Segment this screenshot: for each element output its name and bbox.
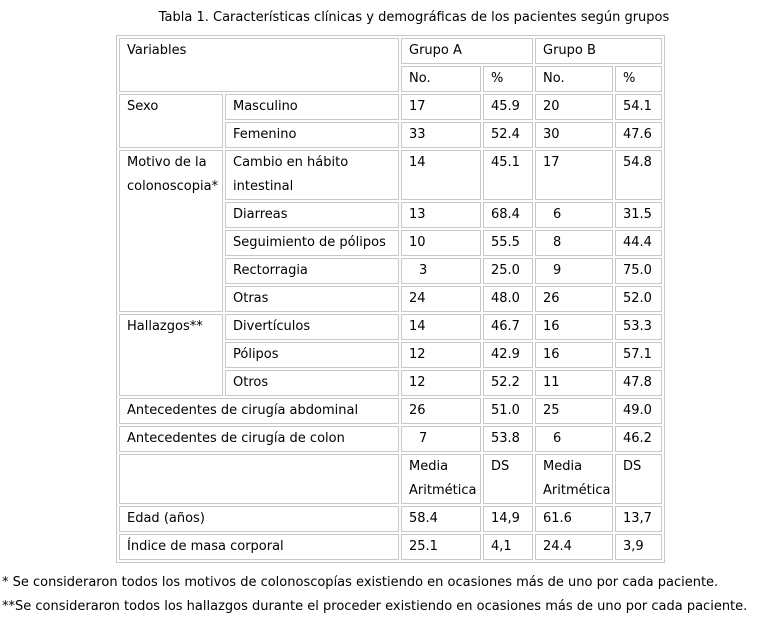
cell-a-no: 24 <box>401 286 481 312</box>
cell-a-pct: 52.2 <box>483 370 533 396</box>
header-b-no: No. <box>535 66 613 92</box>
cell-a-pct: 55.5 <box>483 230 533 256</box>
table-row <box>119 426 662 452</box>
cell-a-no: 14 <box>401 150 481 200</box>
clinical-table <box>116 35 665 563</box>
header-a-sd: DS <box>483 454 533 504</box>
cell-a-mean: 58.4 <box>401 506 481 532</box>
row-label: Divertículos <box>225 314 399 340</box>
row-label: Pólipos <box>225 342 399 368</box>
cell-b-pct: 31.5 <box>615 202 662 228</box>
row-label: Edad (años) <box>119 506 399 532</box>
category-sexo: Sexo <box>119 94 223 148</box>
cell-b-no: 11 <box>535 370 613 396</box>
cell-b-no: 9 <box>535 258 613 284</box>
header-a-pct: % <box>483 66 533 92</box>
cell-a-pct: 52.4 <box>483 122 533 148</box>
row-label: Masculino <box>225 94 399 120</box>
cell-a-mean: 25.1 <box>401 534 481 560</box>
table-row <box>119 150 662 200</box>
cell-b-no: 17 <box>535 150 613 200</box>
table-row <box>119 534 662 560</box>
cell-b-no: 6 <box>535 426 613 452</box>
stats-header-row <box>119 454 662 504</box>
cell-a-no: 33 <box>401 122 481 148</box>
cell-b-sd: 13,7 <box>615 506 662 532</box>
header-group-a: Grupo A <box>401 38 533 64</box>
cell-b-no: 25 <box>535 398 613 424</box>
cell-b-no: 8 <box>535 230 613 256</box>
cell-b-sd: 3,9 <box>615 534 662 560</box>
header-group-b: Grupo B <box>535 38 662 64</box>
cell-b-mean: 24.4 <box>535 534 613 560</box>
cell-b-no: 16 <box>535 342 613 368</box>
header-a-no: No. <box>401 66 481 92</box>
table-row <box>119 506 662 532</box>
table-caption: Tabla 1. Características clínicas y demográficas de los pacientes según grupos <box>158 10 670 25</box>
header-a-mean: Media Aritmética <box>401 454 481 504</box>
row-label: Rectorragia <box>225 258 399 284</box>
header-variables: Variables <box>119 38 399 92</box>
cell-a-sd: 14,9 <box>483 506 533 532</box>
cell-a-sd: 4,1 <box>483 534 533 560</box>
row-label: Femenino <box>225 122 399 148</box>
cell-a-pct: 46.7 <box>483 314 533 340</box>
header-b-pct: % <box>615 66 662 92</box>
cell-b-pct: 44.4 <box>615 230 662 256</box>
cell-b-pct: 54.8 <box>615 150 662 200</box>
stats-header-blank <box>119 454 399 504</box>
cell-a-no: 3 <box>401 258 481 284</box>
cell-b-no: 16 <box>535 314 613 340</box>
cell-a-pct: 45.9 <box>483 94 533 120</box>
cell-b-no: 26 <box>535 286 613 312</box>
header-row <box>119 38 662 64</box>
cell-b-no: 6 <box>535 202 613 228</box>
cell-a-pct: 48.0 <box>483 286 533 312</box>
header-b-sd: DS <box>615 454 662 504</box>
cell-a-pct: 53.8 <box>483 426 533 452</box>
cell-a-no: 26 <box>401 398 481 424</box>
cell-a-pct: 42.9 <box>483 342 533 368</box>
category-hallazgos: Hallazgos** <box>119 314 223 396</box>
cell-a-no: 13 <box>401 202 481 228</box>
row-label: Cambio en hábito intestinal <box>225 150 399 200</box>
cell-b-pct: 47.8 <box>615 370 662 396</box>
table-row <box>119 94 662 120</box>
cell-b-no: 20 <box>535 94 613 120</box>
row-label: Otras <box>225 286 399 312</box>
cell-a-no: 17 <box>401 94 481 120</box>
footnote-motivos: * Se consideraron todos los motivos de colonoscopías existiendo en ocasiones más de uno por cada paciente. <box>2 575 719 590</box>
row-label: Diarreas <box>225 202 399 228</box>
row-label: Seguimiento de pólipos <box>225 230 399 256</box>
row-label: Índice de masa corporal <box>119 534 399 560</box>
category-motivo: Motivo de la colonoscopia* <box>119 150 223 312</box>
cell-a-pct: 45.1 <box>483 150 533 200</box>
cell-b-pct: 75.0 <box>615 258 662 284</box>
cell-b-pct: 57.1 <box>615 342 662 368</box>
cell-a-no: 7 <box>401 426 481 452</box>
cell-a-no: 14 <box>401 314 481 340</box>
header-b-mean: Media Aritmética <box>535 454 613 504</box>
footnote-hallazgos: **Se consideraron todos los hallazgos durante el proceder existiendo en ocasiones más de uno por cada paciente. <box>2 599 748 614</box>
table-row <box>119 314 662 340</box>
cell-b-pct: 49.0 <box>615 398 662 424</box>
cell-b-pct: 47.6 <box>615 122 662 148</box>
row-label: Antecedentes de cirugía de colon <box>119 426 399 452</box>
cell-b-pct: 54.1 <box>615 94 662 120</box>
table-row <box>119 398 662 424</box>
cell-b-pct: 52.0 <box>615 286 662 312</box>
row-label: Otros <box>225 370 399 396</box>
cell-a-no: 12 <box>401 370 481 396</box>
cell-b-pct: 46.2 <box>615 426 662 452</box>
cell-a-pct: 25.0 <box>483 258 533 284</box>
cell-b-mean: 61.6 <box>535 506 613 532</box>
cell-a-no: 10 <box>401 230 481 256</box>
cell-a-pct: 68.4 <box>483 202 533 228</box>
cell-b-no: 30 <box>535 122 613 148</box>
cell-b-pct: 53.3 <box>615 314 662 340</box>
cell-a-pct: 51.0 <box>483 398 533 424</box>
cell-a-no: 12 <box>401 342 481 368</box>
row-label: Antecedentes de cirugía abdominal <box>119 398 399 424</box>
